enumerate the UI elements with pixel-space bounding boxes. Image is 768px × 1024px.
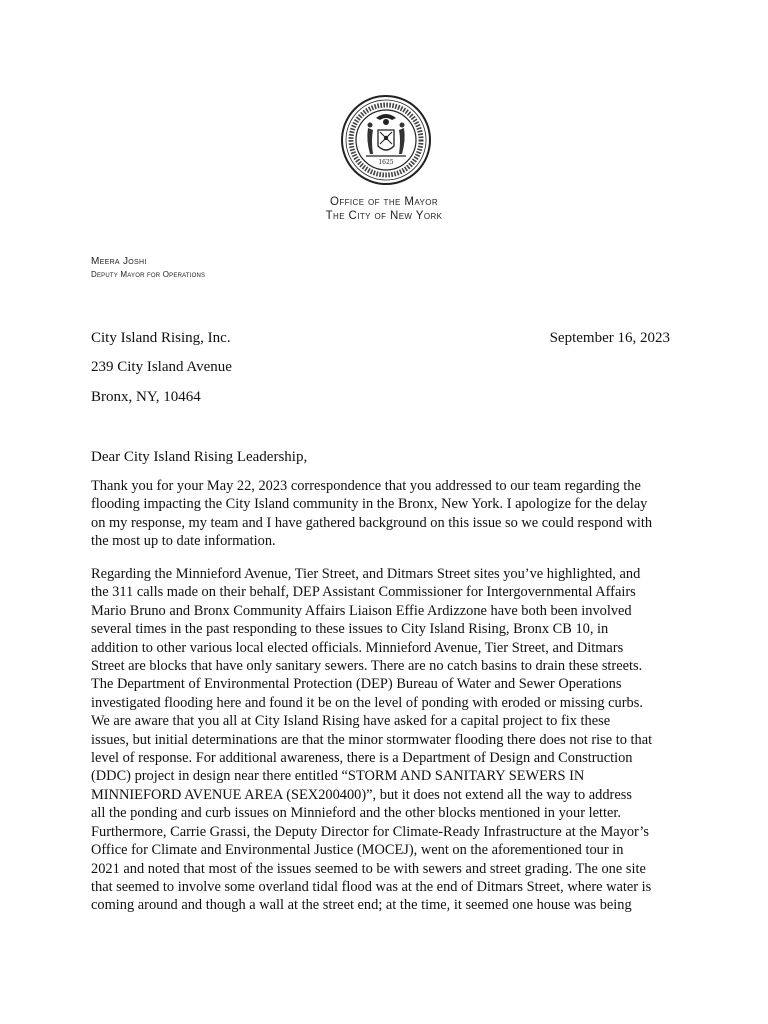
text-line: Mario Bruno and Bronx Community Affairs Liaison Effie Ardizzone have both been involved <box>91 602 632 619</box>
text-line: We are aware that you all at City Island Rising have asked for a capital project to fix these <box>91 713 611 730</box>
recipient-city: Bronx, NY, 10464 <box>91 389 201 405</box>
sender-title: Deputy Mayor for Operations <box>91 270 206 279</box>
nyc-seal-icon <box>340 94 432 186</box>
text-line: all the ponding and curb issues on Minnieford and the other blocks mentioned in your letter. <box>91 805 621 822</box>
text-line: several times in the past responding to these issues to City Island Rising, Bronx CB 10, in <box>91 621 609 638</box>
text-line: Furthermore, Carrie Grassi, the Deputy Director for Climate-Ready Infrastructure at the Mayor’s <box>91 823 649 840</box>
text-line: flooding impacting the City Island community in the Bronx, New York. I apologize for the delay <box>91 496 648 513</box>
body-paragraph-2 <box>91 565 681 915</box>
recipient-org: City Island Rising, Inc. <box>91 330 231 346</box>
recipient-street: 239 City Island Avenue <box>91 359 232 375</box>
text-line: MINNIEFORD AVENUE AREA (SEX200400)”, but it does not extend all the way to address <box>91 786 632 803</box>
text-line: Thank you for your May 22, 2023 correspondence that you addressed to our team regarding the <box>91 478 641 494</box>
text-line: (DDC) project in design near there entitled “STORM AND SANITARY SEWERS IN <box>91 768 585 785</box>
office-line-1: Office of the Mayor <box>329 196 438 208</box>
body-paragraph-1 <box>91 477 681 551</box>
text-line: the most up to date information. <box>91 533 276 550</box>
text-line: Regarding the Minnieford Avenue, Tier Street, and Ditmars Street sites you’ve highlighted, and <box>91 566 641 582</box>
salutation: Dear City Island Rising Leadership, <box>91 449 308 465</box>
text-line: on my response, my team and I have gathered background on this issue so we could respond with <box>91 514 653 531</box>
text-line: addition to other various local elected officials. Minnieford Avenue, Tier Street, and Ditmars <box>91 639 624 656</box>
text-line: level of response. For additional awareness, there is a Department of Design and Construction <box>91 750 633 767</box>
text-line: issues, but initial determinations are that the minor stormwater flooding there does not rise to that <box>91 731 653 748</box>
svg-text:1625: 1625 <box>378 159 394 166</box>
text-line: coming around and though a wall at the street end; at the time, it seemed one house was being <box>91 897 632 914</box>
office-line-2: The City of New York <box>325 210 443 222</box>
text-line: Street are blocks that have only sanitary sewers. There are no catch basins to drain these streets. <box>91 658 643 675</box>
text-line: 2021 and noted that most of the issues seemed to be with sewers and street grading. The one site <box>91 860 646 877</box>
text-line: investigated flooding here and found it be on the level of ponding with eroded or missing curbs. <box>91 694 643 711</box>
text-line: Office for Climate and Environmental Justice (MOCEJ), went on the aforementioned tour in <box>91 842 624 859</box>
text-line: the 311 calls made on their behalf, DEP Assistant Commissioner for Intergovernmental Affairs <box>91 584 636 601</box>
sender-name: Meera Joshi <box>91 256 147 267</box>
text-line: The Department of Environmental Protection (DEP) Bureau of Water and Sewer Operations <box>91 676 622 693</box>
letter-date: September 16, 2023 <box>549 330 670 346</box>
text-line: that seemed to involve some overland tidal flood was at the end of Ditmars Street, where water is <box>91 878 652 895</box>
